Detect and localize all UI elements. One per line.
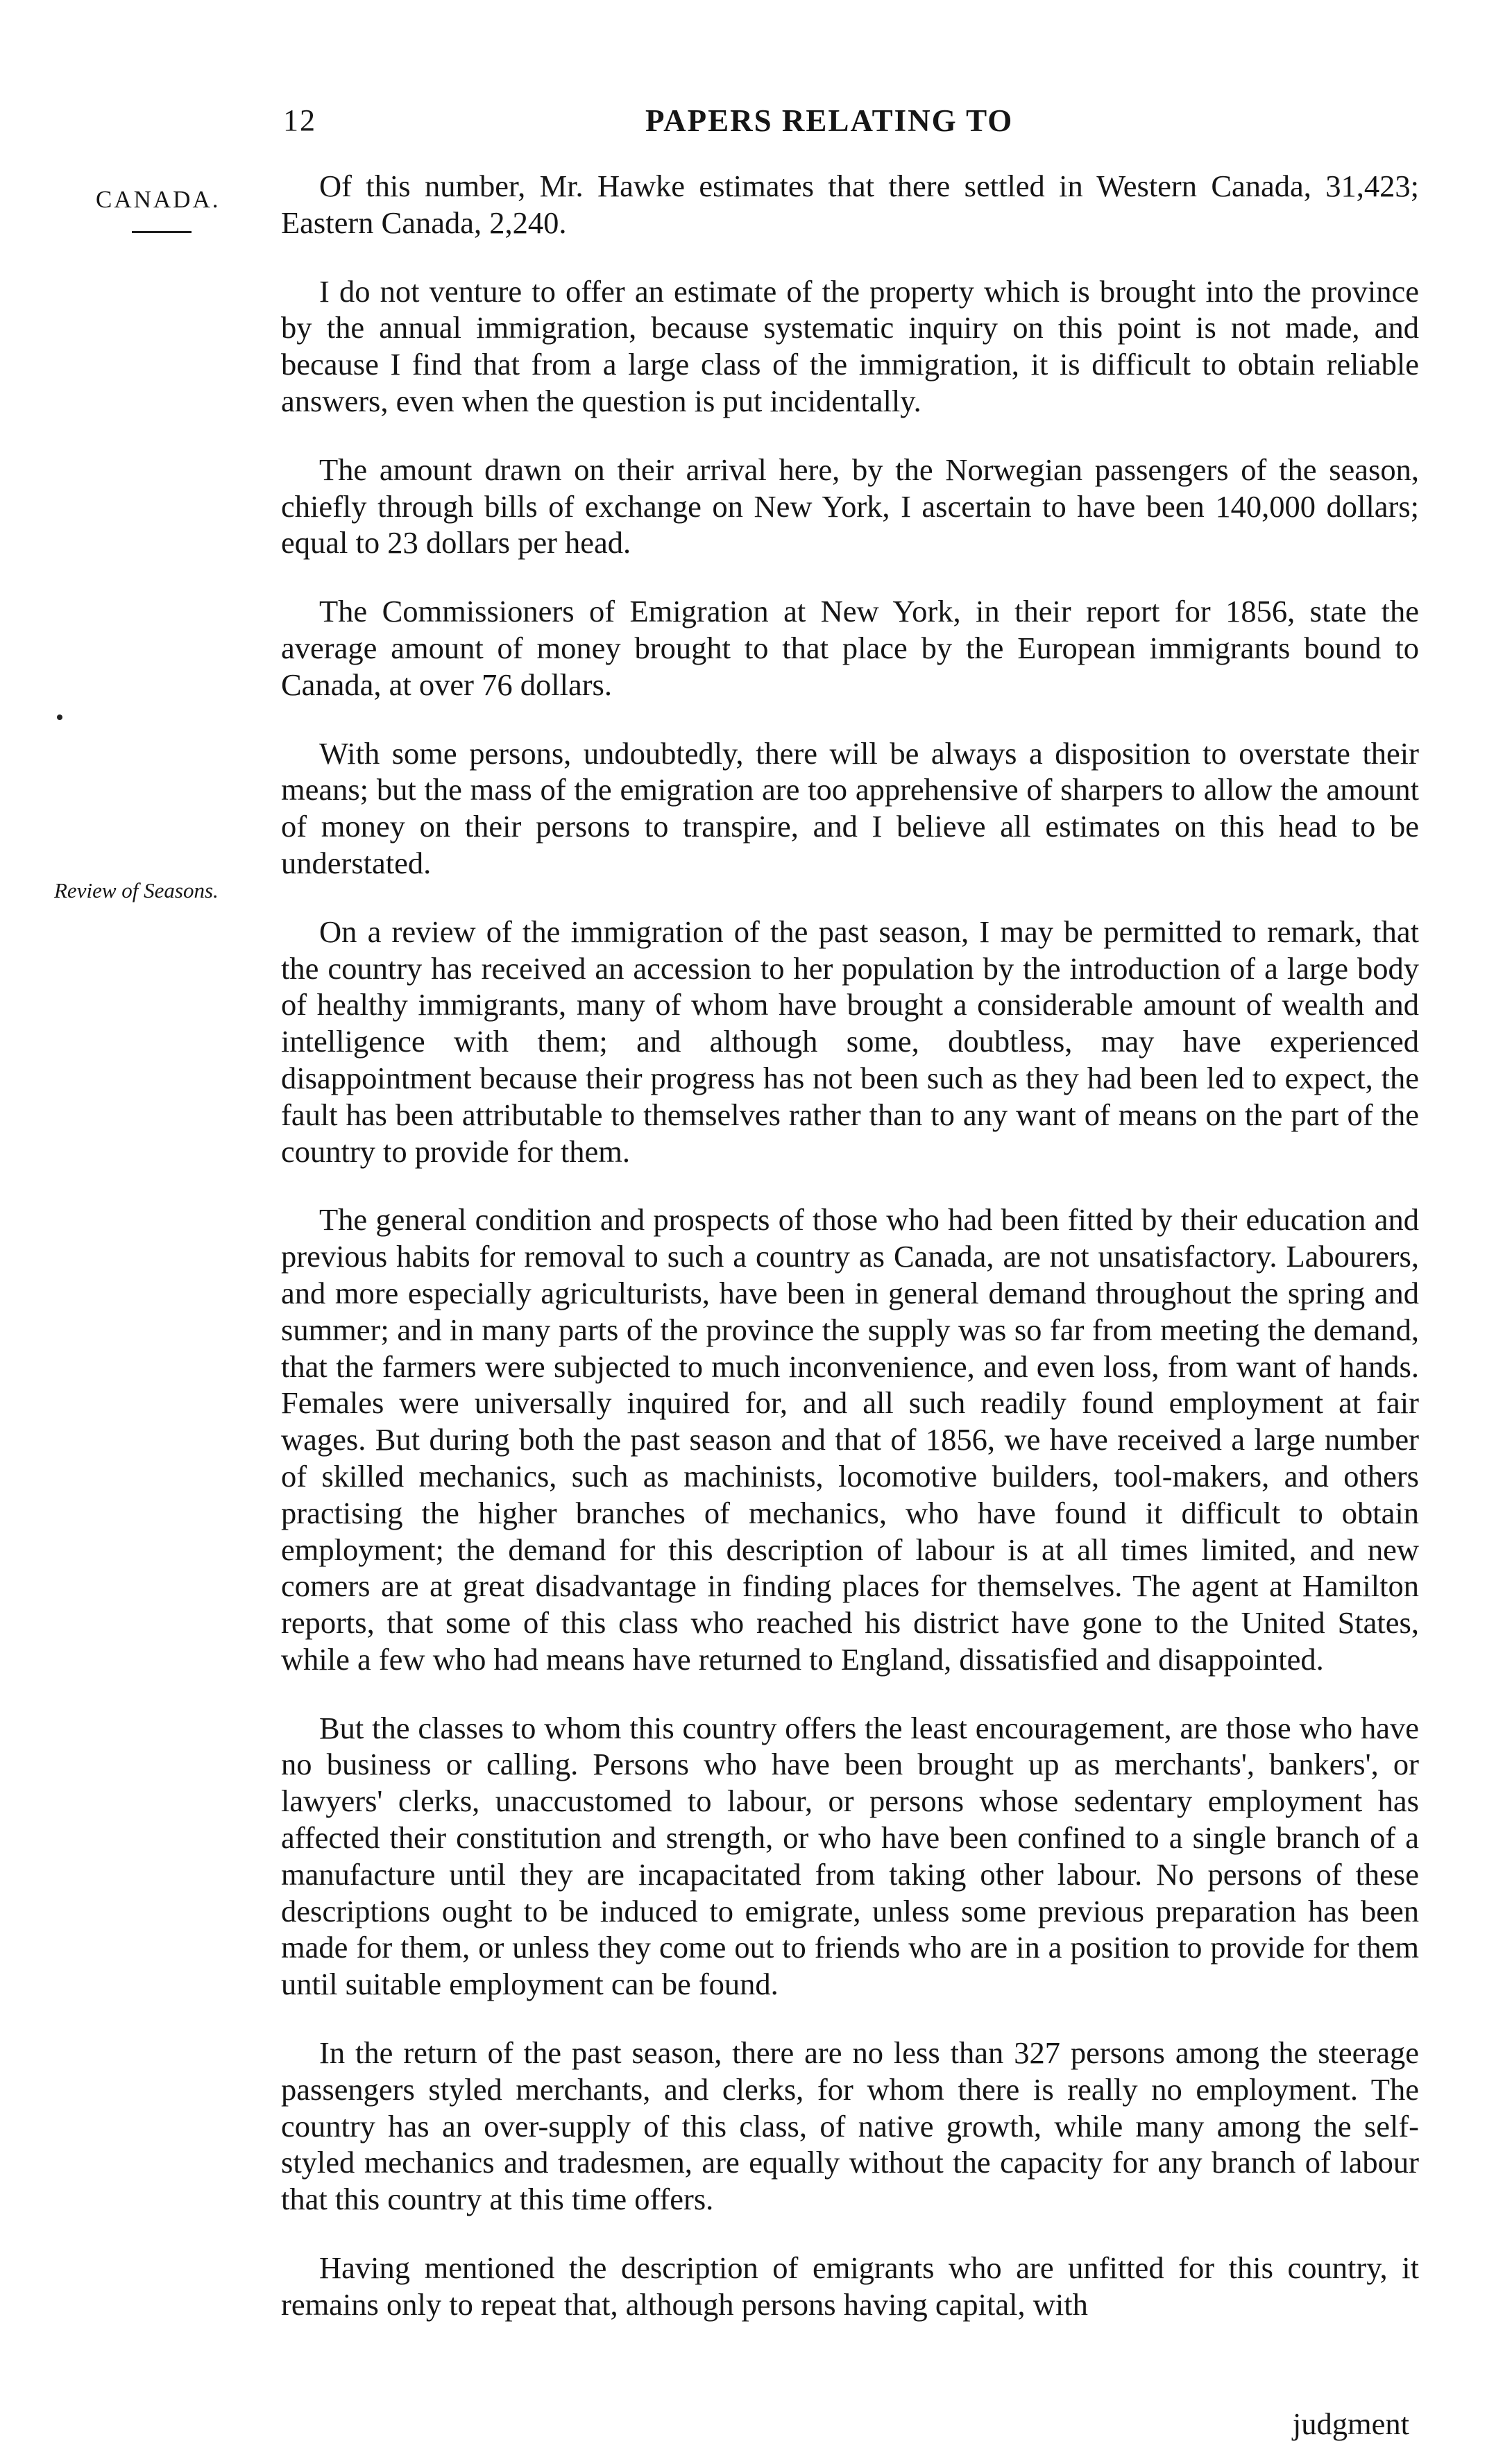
paragraph-review-of-season: On a review of the immigration of the past season, I may be permitted to remark, that the country has received an accession to her population by the introduction of a large body of healthy immigrants, many of whom have brought a considerable amount of wealth and intelligence with them; and although some, doubtless, may have experienced disappointment because their progress has not been such as they had been led to expect, the fault has been attributable to themselves rather than to any want of means on the part of the country to provide for them. bbox=[281, 914, 1419, 1169]
margin-note-review-of-seasons: Review of Seasons. bbox=[54, 878, 219, 902]
page-header bbox=[0, 103, 1487, 144]
margin-note-canada: CANADA. bbox=[96, 186, 221, 213]
paragraph-property-estimate: I do not venture to offer an estimate of the property which is brought into the province by the annual immigration, because systematic inquiry on this point is not made, and because I find that from a large class of the immigration, it is difficult to obtain reliable answers, even when the question is put incidentally. bbox=[281, 273, 1419, 418]
margin-ink-dot bbox=[57, 715, 62, 720]
paragraph-norwegian-passengers: The amount drawn on their arrival here, by the Norwegian passengers of the season, chiefly through bills of exchange on New York, I ascertain to have been 140,000 dollars; equal to 23 dollars per head. bbox=[281, 452, 1419, 561]
running-title: PAPERS RELATING TO bbox=[645, 103, 1014, 138]
body-text bbox=[281, 168, 1419, 2323]
paragraph-commissioners-report: The Commissioners of Emigration at New York, in their report for 1856, state the average amount of money brought to that place by the European immigrants bound to Canada, at over 76 dollars. bbox=[281, 594, 1419, 702]
paragraph-unfitted-emigrants: Having mentioned the description of emigrants who are unfitted for this country, it remains only to repeat that, although persons having capital, with bbox=[281, 2250, 1419, 2322]
paragraph-general-condition: The general condition and prospects of those who had been fitted by their education and previous habits for removal to such a country as Canada, are not unsatisfactory. Labourers, and more especially agriculturists, have been in general demand throughout the spring and summer; and in many parts of the province the supply was so far from meeting the demand, that the farmers were subjected to much inconvenience, and even loss, from want of hands. Females were universally inquired for, and all such readily found employment at fair wages. But during both the past season and that of 1856, we have received a large number of skilled mechanics, such as machinists, locomotive builders, tool-makers, and others practising the higher branches of mechanics, who have found it difficult to obtain employment; the demand for this description of labour is at all times limited, and new comers are at great disadvantage in finding places for themselves. The agent at Hamilton reports, that some of this class who reached his district have gone to the United States, while a few who had means have returned to England, dissatisfied and disappointed. bbox=[281, 1202, 1419, 1677]
margin-rule bbox=[132, 231, 192, 233]
paragraph-understated-means: With some persons, undoubtedly, there will be always a disposition to overstate their means; but the mass of the emigration are too apprehensive of sharpers to allow the amount of money on their persons to transpire, and I believe all estimates on this head to be understated. bbox=[281, 735, 1419, 880]
catchword: judgment bbox=[1292, 2406, 1409, 2441]
paragraph-settlement-numbers: Of this number, Mr. Hawke estimates that there settled in Western Canada, 31,423; Eastern Canada, 2,240. bbox=[281, 169, 1419, 240]
paragraph-least-encouragement: But the classes to whom this country offers the least encouragement, are those who have no business or calling. Persons who have been brought up as merchants', bankers', or lawyers' clerks, unaccustomed to labour, or persons whose sedentary employment has affected their constitution and strength, or who have been confined to a single branch of a manufacture until they are incapacitated from taking other labour. No persons of these descriptions ought to be induced to emigrate, unless some previous preparation has been made for them, or unless they come out to friends who are in a position to provide for them until suitable employment can be found. bbox=[281, 1710, 1419, 2002]
page-number: 12 bbox=[283, 103, 316, 137]
paragraph-return-of-season: In the return of the past season, there are no less than 327 persons among the steerage passengers styled merchants, and clerks, for whom there is really no employment. The country has an over-supply of this class, of native growth, while many among the self-styled mechanics and tradesmen, are equally without the capacity for any branch of labour that this country at this time offers. bbox=[281, 2035, 1419, 2217]
